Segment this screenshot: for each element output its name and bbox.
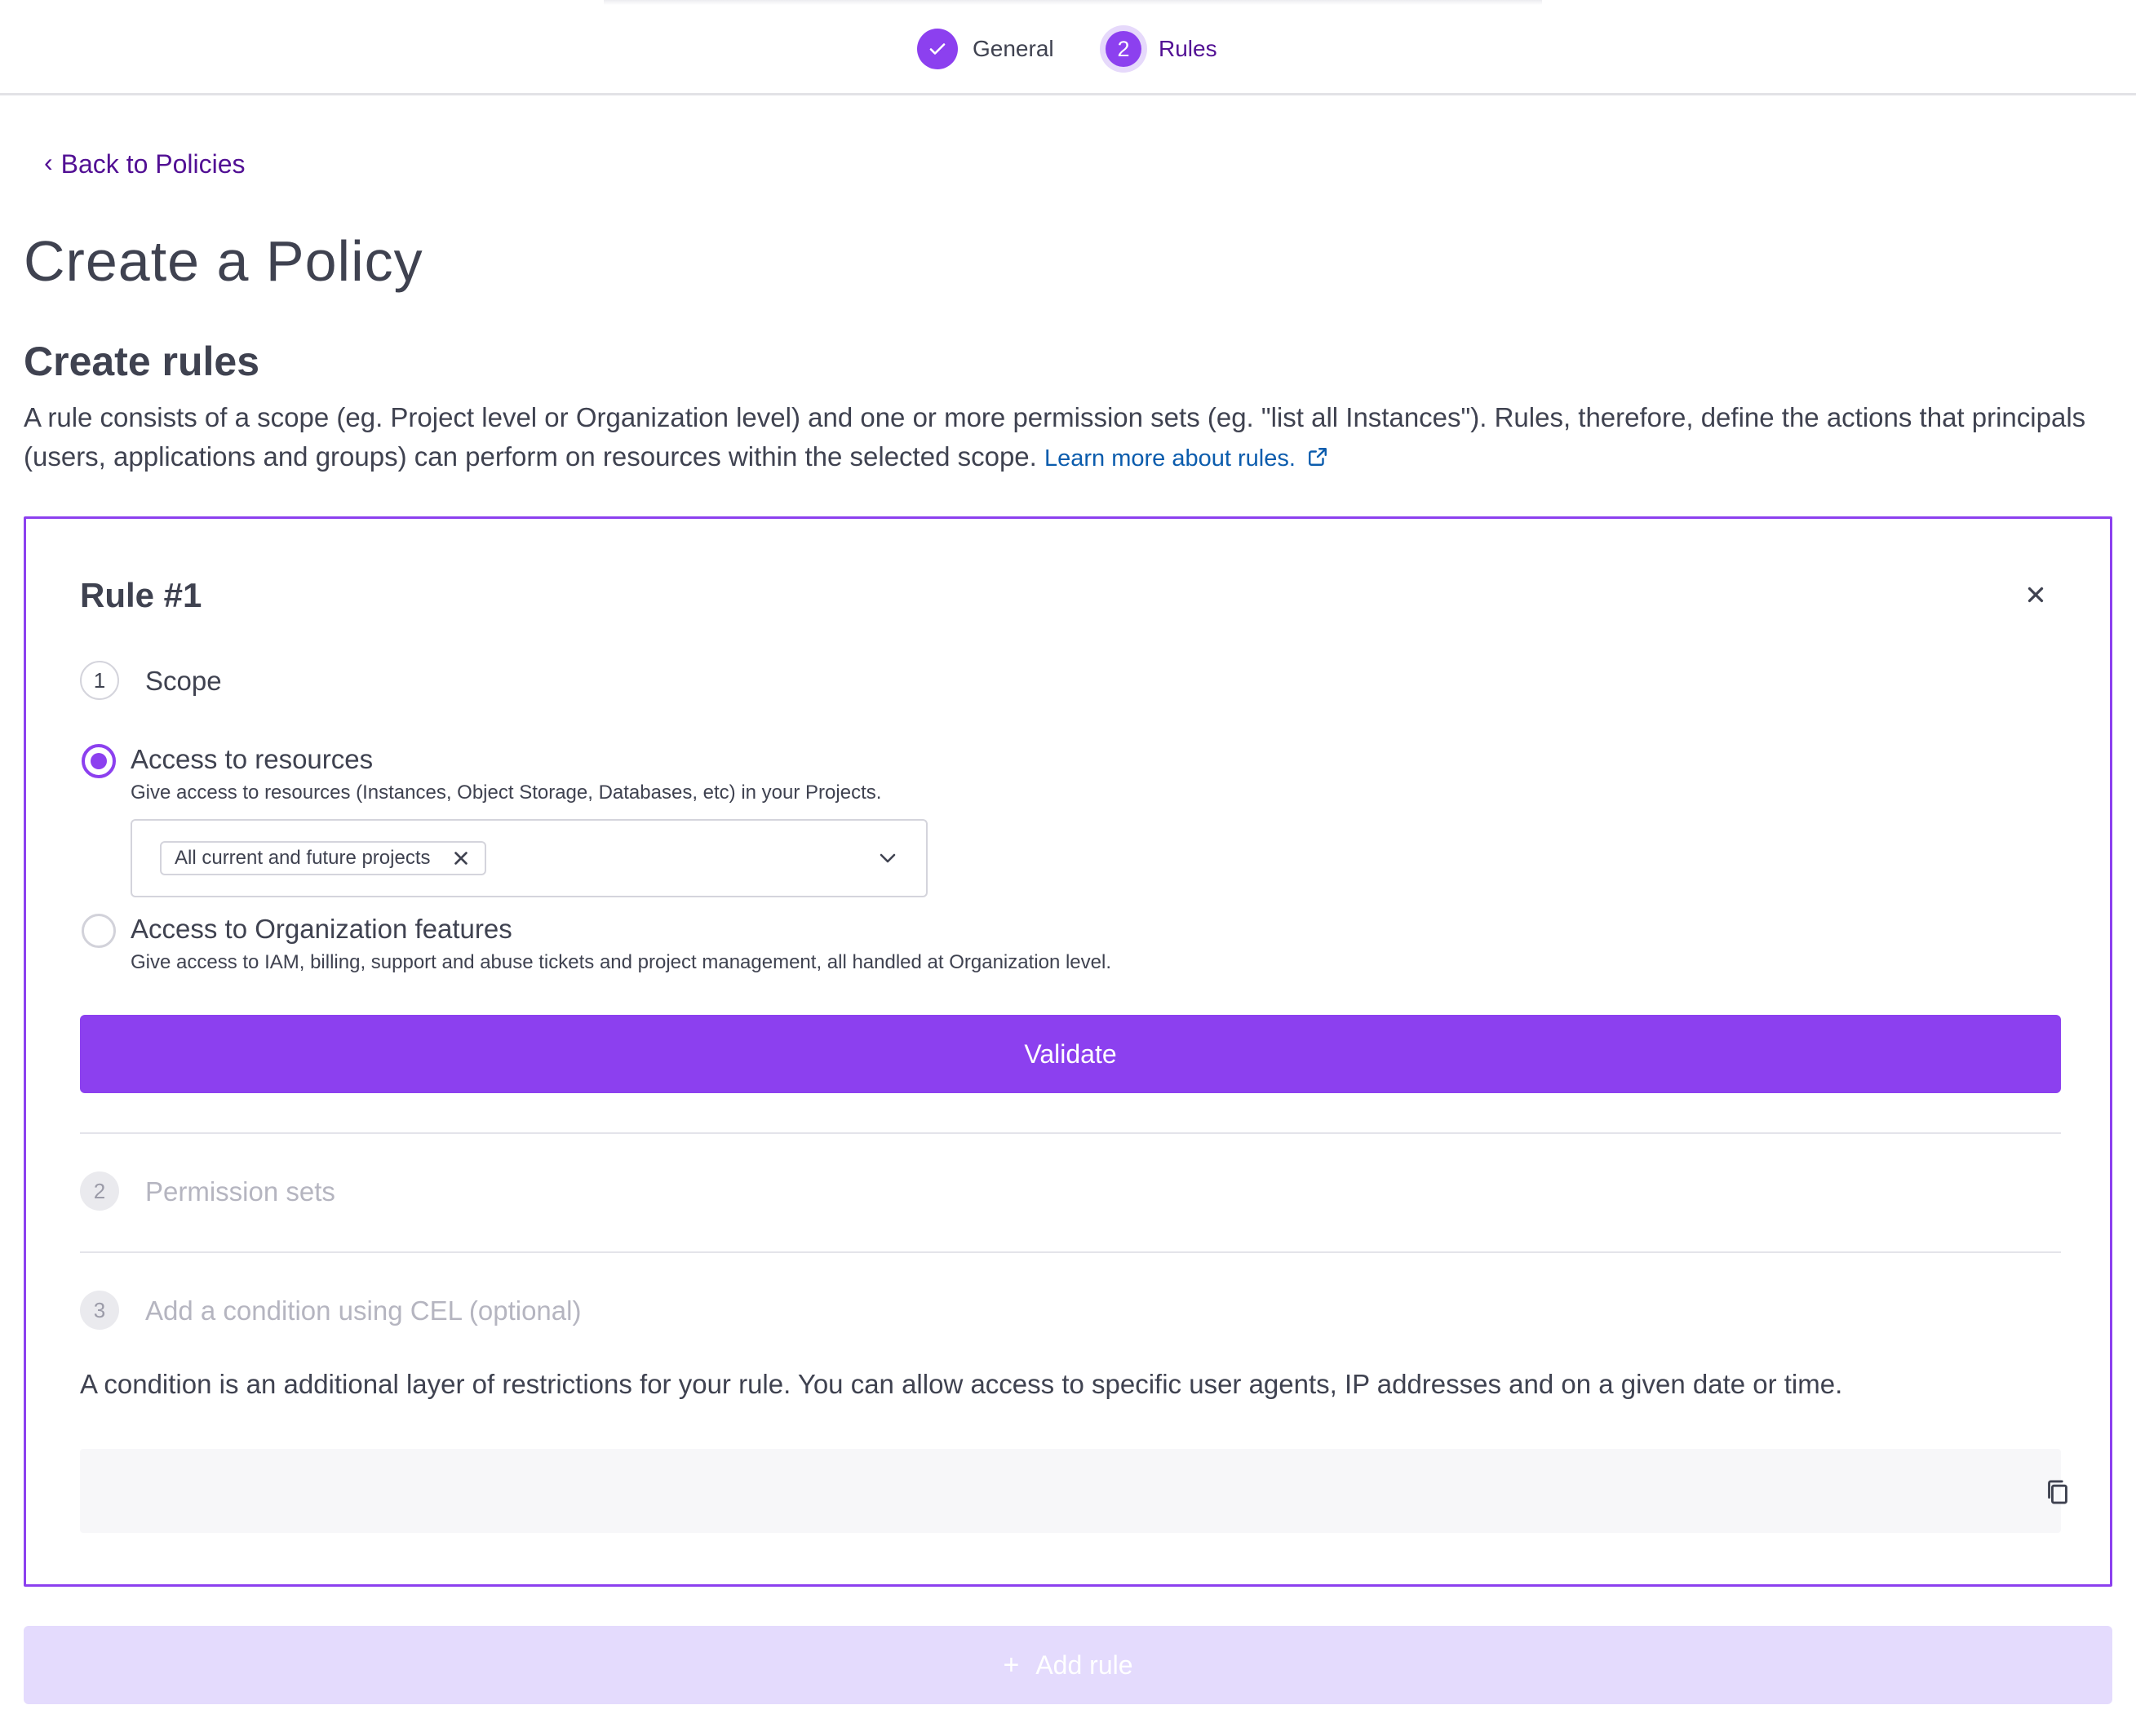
step-label-rules: Rules — [1159, 36, 1217, 61]
radio-access-organization[interactable] — [82, 914, 116, 948]
condition-code-editor[interactable] — [80, 1449, 2061, 1533]
chevron-down-icon — [879, 852, 897, 865]
rule-card — [24, 516, 2112, 1587]
learn-more-link[interactable] — [1044, 445, 1328, 472]
remove-tag-icon[interactable] — [452, 849, 470, 867]
projects-select[interactable] — [131, 819, 928, 897]
section-title: Create rules — [24, 339, 260, 384]
stepper-shadow — [604, 0, 1542, 5]
page-title: Create a Policy — [24, 229, 423, 293]
description-text: A rule consists of a scope (eg. Project level or Organization level) and one or more permission sets (eg. "list all Instances"). Rules, therefore, define the actions that principals (users, applications and groups) can perform on resources within the selected scope. — [24, 402, 2086, 472]
tag-label: All current and future projects — [175, 847, 431, 869]
learn-more-label: Learn more about rules. — [1044, 445, 1296, 472]
step-title-permission-sets: Permission sets — [145, 1176, 335, 1207]
step-label-general: General — [973, 36, 1054, 61]
step-title-scope: Scope — [145, 666, 222, 696]
chevron-left-icon: ‹ — [44, 148, 53, 177]
step-title-condition: Add a condition using CEL (optional) — [145, 1295, 582, 1326]
step-number-badge: 2 — [1106, 31, 1141, 67]
back-link-label: Back to Policies — [60, 149, 246, 179]
selected-project-tag — [160, 841, 486, 875]
step-number-scope: 1 — [80, 661, 119, 700]
plus-icon: + — [1003, 1649, 1020, 1681]
close-icon[interactable] — [2023, 582, 2048, 607]
radio-label-access-resources: Access to resources — [131, 744, 374, 774]
check-icon — [928, 39, 947, 59]
rule-title: Rule #1 — [80, 576, 202, 614]
back-to-policies-link[interactable] — [44, 149, 246, 179]
radio-access-resources[interactable] — [82, 744, 116, 778]
section-description — [24, 398, 2112, 478]
radio-help-access-organization: Give access to IAM, billing, support and abuse tickets and project management, all handled at Organization level. — [131, 951, 1112, 973]
external-link-icon — [1307, 446, 1328, 467]
copy-icon[interactable] — [2045, 1478, 2071, 1506]
radio-help-access-resources: Give access to resources (Instances, Object Storage, Databases, etc) in your Projects. — [131, 782, 882, 804]
step-number-condition: 3 — [80, 1291, 119, 1330]
add-rule-label: Add rule — [1035, 1650, 1133, 1680]
divider — [80, 1251, 2061, 1253]
wizard-stepper — [0, 0, 2136, 95]
stepper-step-general[interactable] — [917, 27, 1054, 71]
radio-label-access-organization: Access to Organization features — [131, 914, 512, 944]
step-number-permission-sets: 2 — [80, 1171, 119, 1211]
divider — [80, 1132, 2061, 1134]
add-rule-button[interactable] — [24, 1626, 2112, 1704]
stepper-step-rules[interactable] — [1103, 27, 1217, 71]
validate-button[interactable]: Validate — [80, 1015, 2061, 1093]
condition-description: A condition is an additional layer of restrictions for your rule. You can allow access to specific user agents, IP addresses and on a given date or time. — [80, 1369, 1843, 1399]
step-completed-badge — [917, 29, 958, 69]
